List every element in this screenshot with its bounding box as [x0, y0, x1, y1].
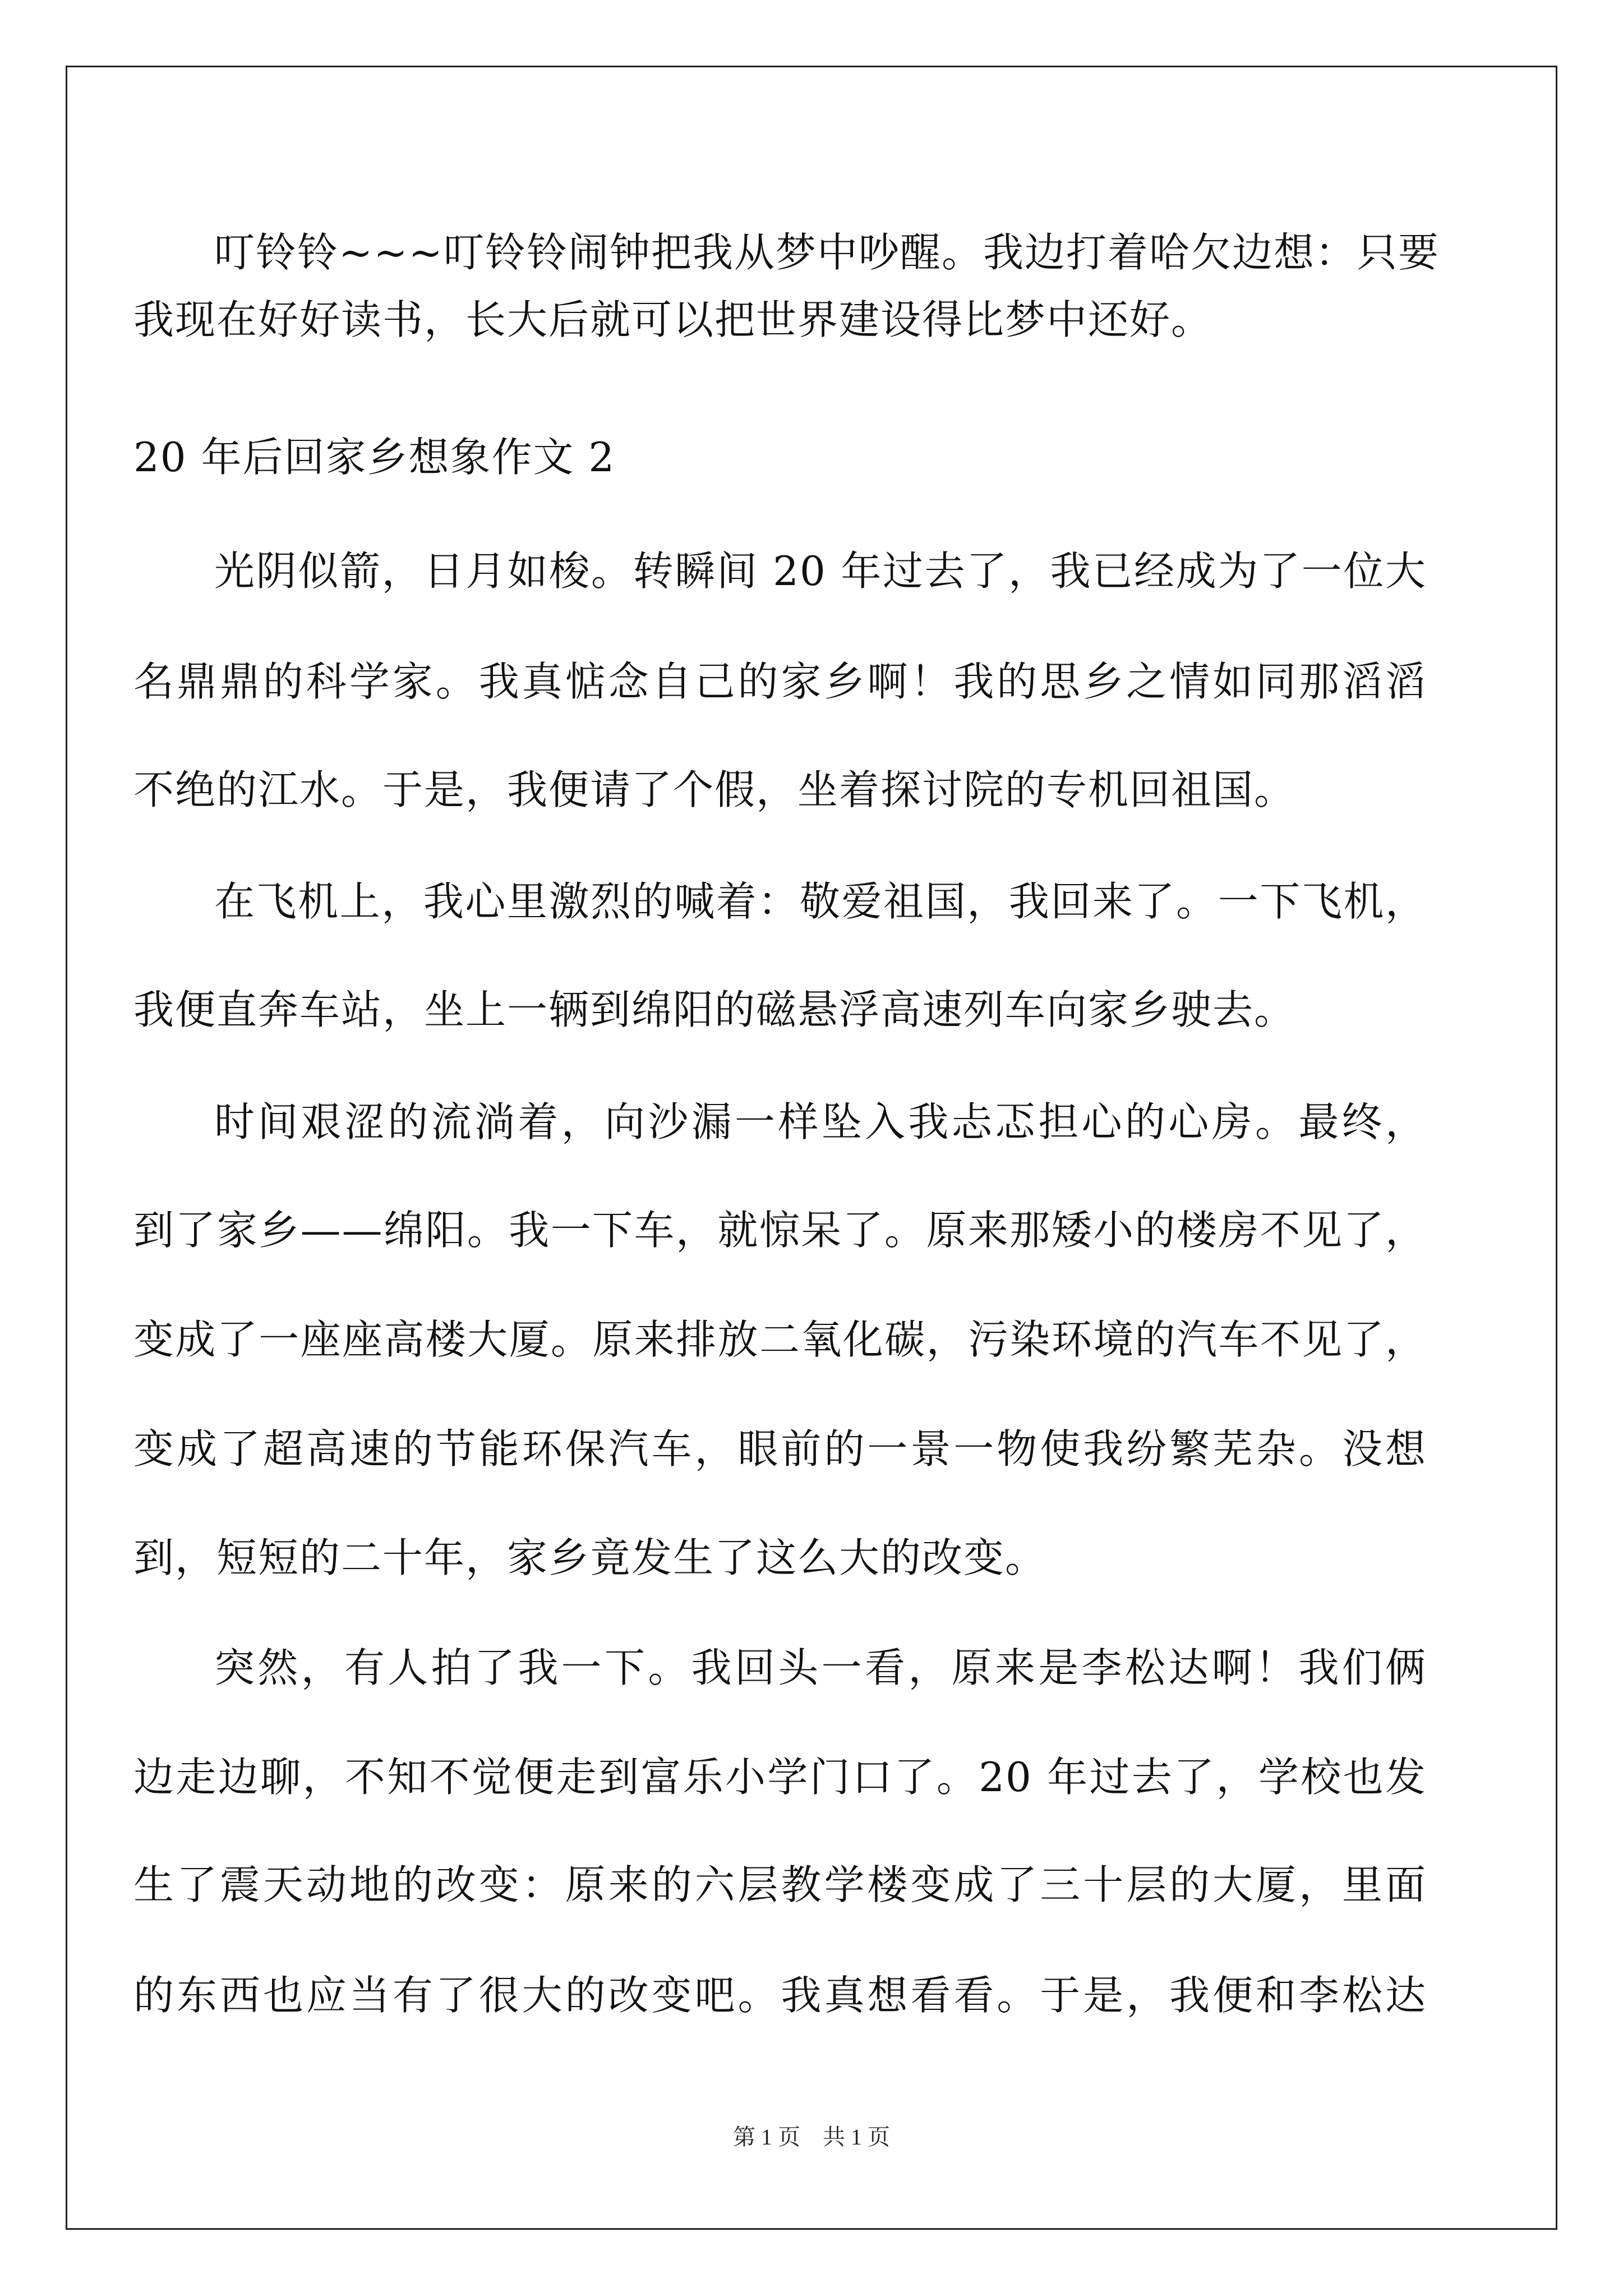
- paragraph-line: 到了家乡——绵阳。我一下车，就惊呆了。原来那矮小的楼房不见了，: [133, 1207, 1427, 1254]
- paragraph-line: 变成了超高速的节能环保汽车，眼前的一景一物使我纷繁芜杂。没想: [133, 1425, 1427, 1473]
- section-heading: 20 年后回家乡想象作文 2: [133, 434, 616, 481]
- paragraph-line: 叮铃铃~~~叮铃铃闹钟把我从梦中吵醒。我边打着哈欠边想：只要: [214, 229, 1440, 276]
- paragraph-line: 名鼎鼎的科学家。我真惦念自己的家乡啊！我的思乡之情如同那滔滔: [133, 658, 1427, 705]
- paragraph-line: 生了震天动地的改变：原来的六层教学楼变成了三十层的大厦，里面: [133, 1861, 1427, 1908]
- paragraph-line: 变成了一座座高楼大厦。原来排放二氧化碳，污染环境的汽车不见了，: [133, 1316, 1427, 1363]
- paragraph-line: 我现在好好读书，长大后就可以把世界建设得比梦中还好。: [133, 296, 1213, 343]
- paragraph-line: 突然，有人拍了我一下。我回头一看，原来是李松达啊！我们俩: [214, 1644, 1427, 1691]
- paragraph-line: 光阴似箭，日月如梭。转瞬间 20 年过去了，我已经成为了一位大: [214, 547, 1427, 595]
- paragraph-line: 在飞机上，我心里激烈的喊着：敬爱祖国，我回来了。一下飞机，: [214, 878, 1427, 925]
- page-number-footer: 第 1 页 共 1 页: [733, 2124, 890, 2150]
- paragraph-line: 不绝的江水。于是，我便请了个假，坐着探讨院的专机回祖国。: [133, 766, 1296, 813]
- paragraph-line: 时间艰涩的流淌着，向沙漏一样坠入我忐忑担心的心房。最终，: [214, 1098, 1427, 1145]
- paragraph-line: 我便直奔车站，坐上一辆到绵阳的磁悬浮高速列车向家乡驶去。: [133, 986, 1296, 1033]
- paragraph-line: 边走边聊，不知不觉便走到富乐小学门口了。20 年过去了，学校也发: [133, 1754, 1427, 1801]
- paragraph-line: 的东西也应当有了很大的改变吧。我真想看看。于是，我便和李松达: [133, 1972, 1427, 2019]
- paragraph-line: 到，短短的二十年，家乡竟发生了这么大的改变。: [133, 1534, 1047, 1581]
